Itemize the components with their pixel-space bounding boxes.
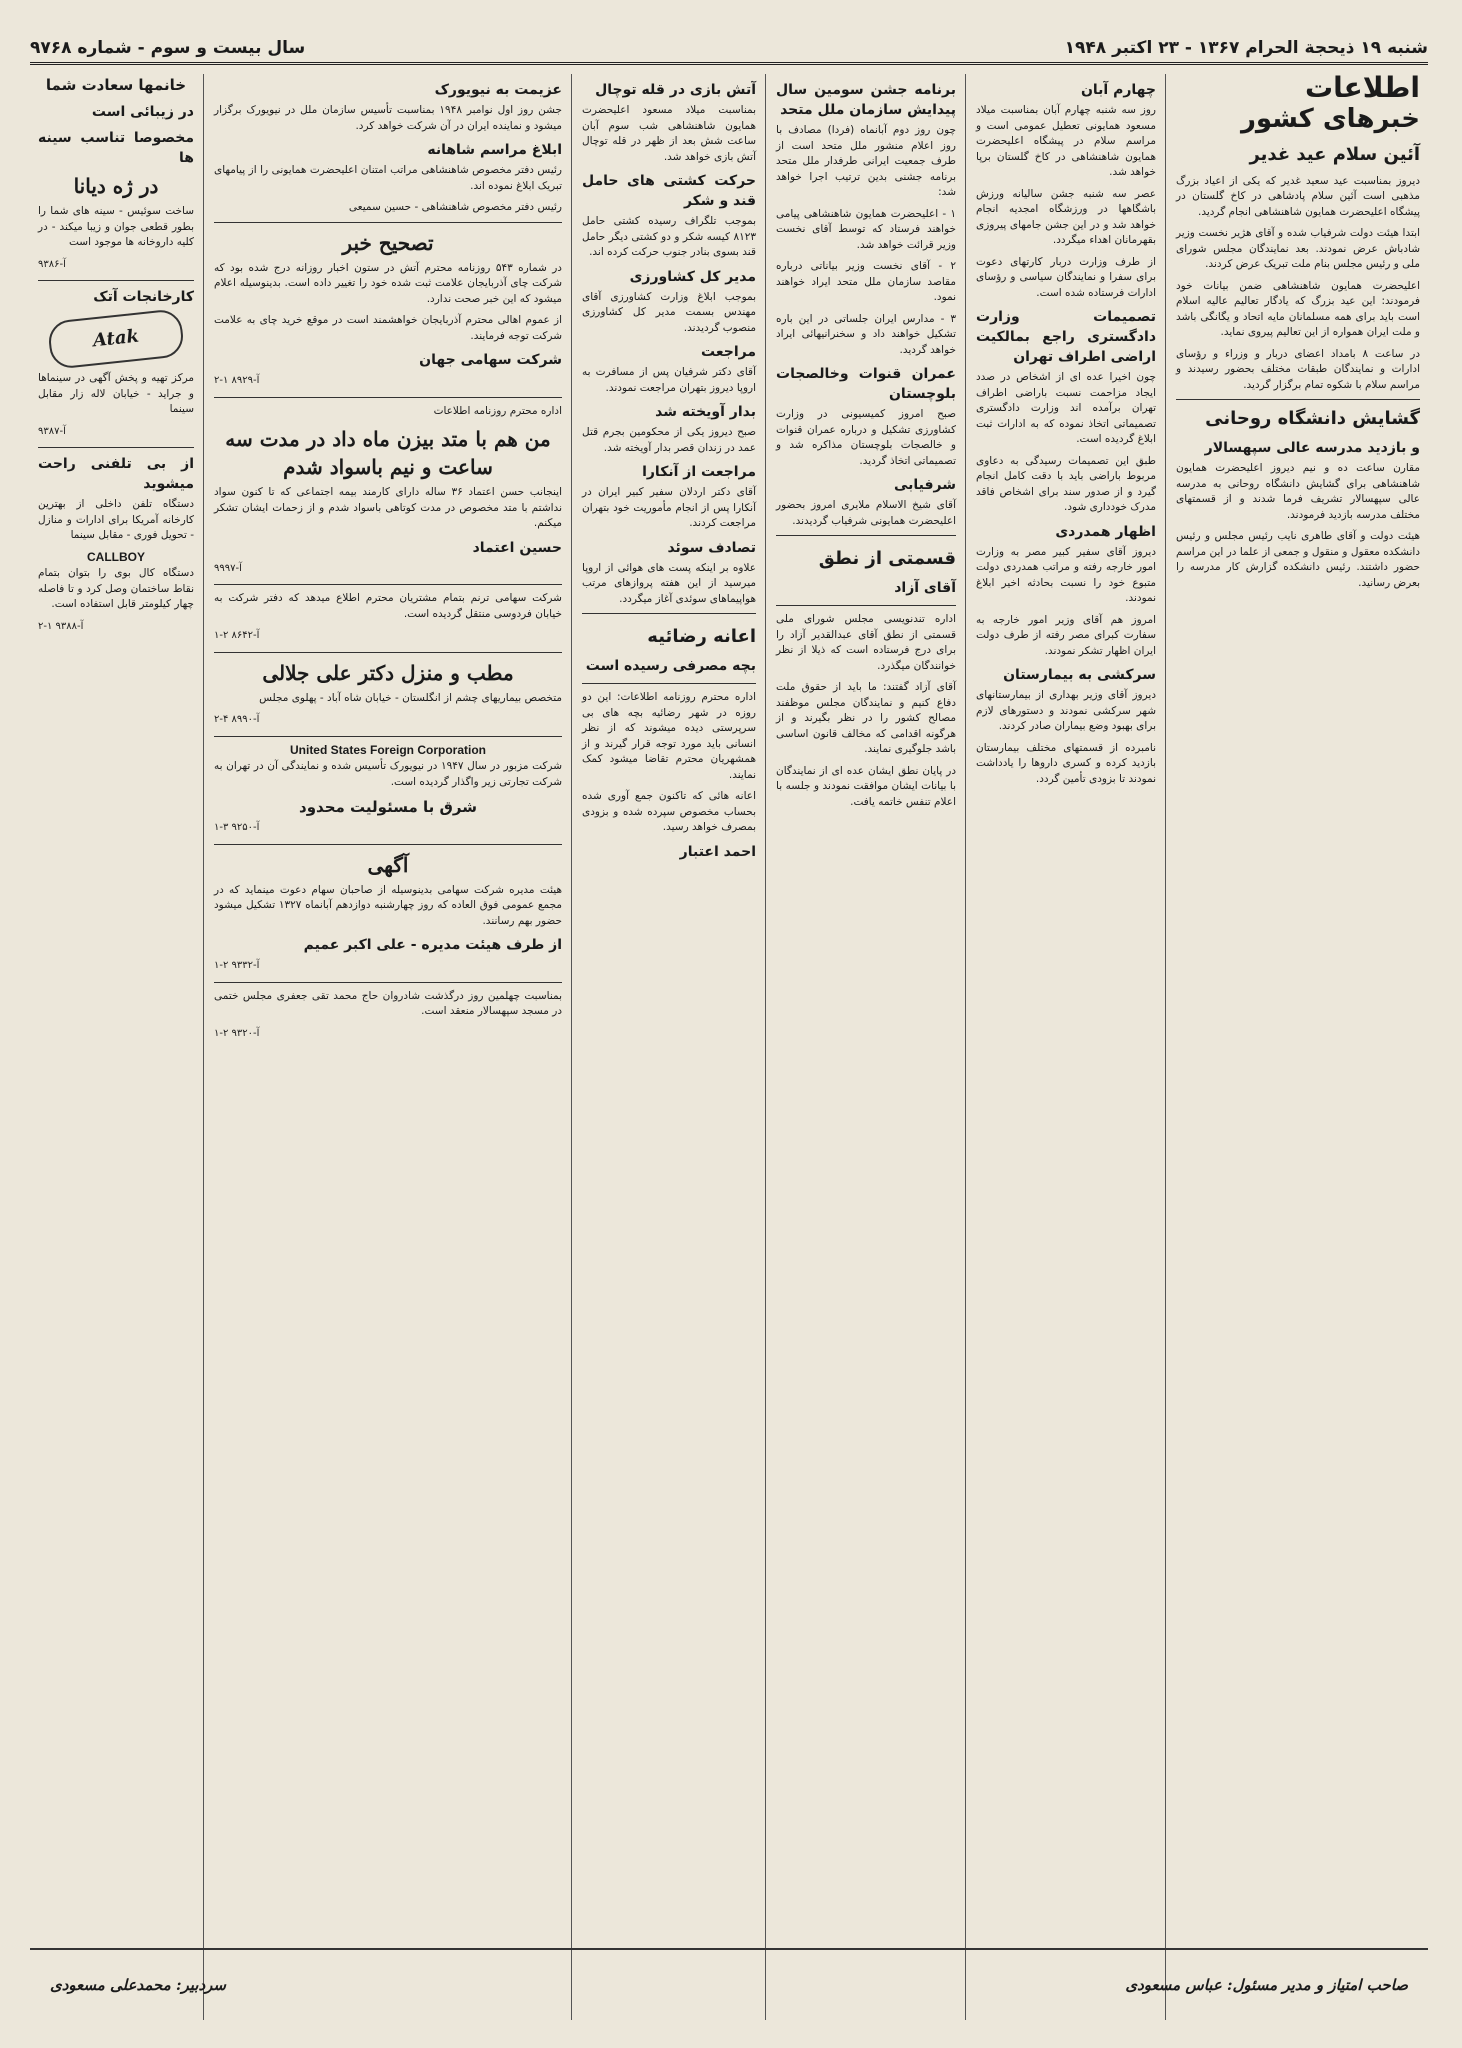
section-divider	[214, 397, 562, 398]
new-york-paragraph: جشن روز اول نوامبر ۱۹۴۸ بمناسبت تأسیس سازمان ملل در نیویورک برگزار میشود و نماینده ایران در آن شرکت خواهد کرد.	[214, 104, 562, 132]
usfc-ad-header	[214, 743, 562, 760]
column-1	[1168, 74, 1428, 2020]
justice-paragraph-1: چون اخیرا عده ای از اشخاص در صدد ایجاد مزاحمت نسبت باراضی اطراف تهران برآمده اند وزارت دادگستری تصمیماتی اتخاذ نموده که به ادارات ثبت ابلاغ گردیده است.	[976, 371, 1156, 445]
tarannom-ad-ref: آ-۸۶۴۲ ۲-۱	[214, 630, 260, 641]
un-paragraph-1: چون روز دوم آبانماه (فردا) مصادف با روز اعلام منشور ملل متحد است از طرف جمعیت ایرانی طرفدار ملل متحد برنامه جشنی بدین ترتیب اجرا خواهد شد:	[776, 124, 956, 198]
rezaiyeh-subheadline: بچه مصرفی رسیده است	[585, 658, 756, 674]
audience-headline: شرفیابی	[893, 477, 956, 493]
seminary-paragraph-1: مقارن ساعت ده و نیم دیروز اعلیحضرت همایون شاهنشاهی برای گشایش دانشگاه روحانی به مدرسه عالی سپهسالار تشریف فرما شدند و از قسمتهای مختلف مدرسه بازدید فرمودند.	[1176, 462, 1420, 521]
ghadir-paragraph-1: ابتدا هیئت دولت شرفیاب شده و آقای هژیر نخست وزیر شادباش عرض نمودند. بعد نمایندگان مجلس شورای ملی و رئیس مجلس بنام ملت تبریک عرض کردند.	[1176, 227, 1420, 270]
atak-logo-caption: کارخانجات آتک	[93, 289, 194, 305]
return-headline: مراجعت	[701, 344, 756, 360]
issue-number: سال بیست و سوم - شماره ۹۷۶۸	[30, 38, 306, 58]
hospital-paragraph-1: دیروز آقای وزیر بهداری از بیمارستانهای شهر سرکشی نمودند و دستورهای لازم برای بهبود وضع بیماران صادر کردند.	[976, 689, 1156, 732]
seminary-subheadline: و بازدید مدرسه عالی سپهسالار	[1204, 440, 1420, 456]
aban-paragraph-1: روز سه شنبه چهارم آبان بمناسبت میلاد مسعود همایونی تعطیل عمومی است و مراسم سلام در پیشگاه اعلیحضرت همایون شاهنشاهی در کاخ گلستان برپا خواهد شد.	[976, 104, 1156, 178]
editor-credit: سردبیر: محمدعلی مسعودی	[50, 1976, 226, 1994]
column-5	[206, 74, 570, 2020]
aban-paragraph-3: از طرف وزارت دربار کارتهای دعوت برای سفرا و نمایندگان سیاسی و رؤسای ادارات فرستاده شده است.	[976, 255, 1156, 299]
atak-logo	[47, 308, 185, 370]
hospital-headline: سرکشی به بیمارستان	[1003, 667, 1156, 683]
agriculture-paragraph: بموجب ابلاغ وزارت کشاورزی آقای مهندس بسمت مدیر کل کشاورزی منصوب گردیدند.	[582, 290, 756, 334]
section-divider	[214, 844, 562, 845]
column-divider	[1176, 399, 1420, 400]
correction-signature: شرکت سهامی جهان	[419, 352, 562, 368]
diana-ad-headline: خانمها سعادت شما	[45, 76, 187, 94]
section-divider	[38, 447, 194, 448]
usfc-ad-ref: آ-۹۲۵۰ ۳-۱	[214, 822, 260, 833]
notice-ref: آ-۹۳۳۲ ۲-۱	[214, 960, 260, 971]
royal-message-signature: رئیس دفتر مخصوص شاهنشاهی - حسین سمیعی	[348, 201, 562, 213]
column-4	[574, 74, 764, 2020]
un-paragraph-3: ۲ - آقای نخست وزیر بیاناتی درباره مقاصد سازمان ملل متحد ایراد خواهند نمود.	[776, 260, 956, 303]
column-6	[30, 74, 202, 2020]
un-paragraph-4: ۳ - مدارس ایران جلساتی در این باره تشکیل خواهند داد و سخنرانیهائی ایراد خواهد گردید.	[776, 312, 956, 356]
memorial-paragraph: بمناسبت چهلمین روز درگذشت شادروان حاج محمد تقی جعفری مجلس ختمی در مسجد سپهسالار منعقد است.	[214, 989, 562, 1017]
speech-headline: قسمتی از نطق	[818, 548, 956, 569]
baluchistan-paragraph: صبح امروز کمیسیونی در وزارت کشاورزی تشکیل و درباره عمران قنوات و خالصجات بلوچستان مذاکره شد و تصمیماتی اتخاذ گردید.	[776, 408, 956, 467]
callboy-brand: CALLBOY	[87, 549, 145, 564]
correction-ref: آ-۸۹۲۹ ۱-۲	[214, 375, 260, 386]
un-paragraph-2: ۱ - اعلیحضرت همایون شاهنشاهی پیامی خواهند فرستاد که توسط آقای نخست وزیر قرائت خواهد شد.	[776, 207, 956, 251]
doctor-ad-headline: مطب و منزل دکتر علی جلالی	[262, 660, 514, 685]
notice-paragraph: هیئت مدیره شرکت سهامی بدینوسیله از صاحبان سهام دعوت مینماید که در مجمع عمومی فوق العاده که روز چهارشنبه دوازدهم آبانماه ۱۳۲۷ تشکیل میشود حضور بهم رسانند.	[214, 883, 562, 927]
atak-ad-paragraph: مرکز تهیه و پخش آگهی در سینماها و جراید - خیابان لاله زار مقابل سینما	[38, 372, 194, 415]
new-york-headline: عزیمت به نیویورک	[434, 82, 562, 98]
ankara-headline: مراجعت از آنکارا	[642, 464, 756, 480]
callboy-ad-paragraph-1: دستگاه تلفن داخلی از بهترین کارخانه آمریکا برای ادارات و منازل - تحویل فوری - مقابل سینما	[38, 498, 194, 541]
speech-subheadline: آقای آزاد	[894, 580, 956, 596]
rezaiyeh-signature: احمد اعتبار	[679, 843, 756, 860]
correction-paragraph-2: از عموم اهالی محترم آذربایجان خواهشمند است در موقع خرید چای به علامت شرکت توجه فرمایند.	[214, 314, 562, 342]
callboy-ad-headline: از بی تلفنی راحت میشوید	[38, 456, 194, 492]
diana-ad-midline: مخصوصا تناسب سینه ها	[38, 130, 194, 166]
literacy-ad-paragraph: اینجانب حسن اعتماد ۳۶ ساله دارای کارمند بیمه اجتماعی که تا کنون سواد نداشتم با متد مخصوص در مدت کوتاهی باسواد شدم و از زحمات ایشان تشکر میکنم.	[214, 486, 562, 529]
section-divider	[214, 652, 562, 653]
audience-paragraph: آقای شیخ الاسلام ملایری امروز بحضور اعلیحضرت همایونی شرفیاب گردیدند.	[776, 499, 956, 527]
diana-ad-paragraph: ساخت سوئیس - سینه های شما را بطور قطعی جوان و زیبا میکند - در کلیه داروخانه ها موجود است	[38, 205, 194, 248]
usfc-ad-paragraph: شرکت مزبور در سال ۱۹۴۷ در نیویورک تأسیس شده و نمایندگی آن در تهران به شرکت تجارتی زیر واگذار گردیده است.	[214, 760, 562, 788]
doctor-ad-paragraph: متخصص بیماریهای چشم از انگلستان - خیابان شاه آباد - پهلوی مجلس	[259, 691, 562, 704]
sugar-ships-headline: حرکت کشتی های حامل قند و شکر	[582, 173, 756, 209]
ghadir-paragraph-3: در ساعت ۸ بامداد اعضای دربار و وزراء و رؤسای ادارات و نمایندگان طبقات مختلف بحضور رسیدند و مراسم سلام با شکوه تمام برگزار گردید.	[1176, 347, 1420, 391]
agriculture-headline: مدیر کل کشاورزی	[629, 268, 756, 285]
speech-paragraph-3: در پایان نطق ایشان عده ای از نمایندگان با بیانات ایشان موافقت نمودند و جلسه با اعلام تنفس خاتمه یافت.	[776, 764, 956, 808]
ankara-paragraph: آقای دکتر اردلان سفیر کبیر ایران در آنکارا پس از انجام مأموریت خود بتهران مراجعت کردند.	[582, 486, 756, 529]
seminary-headline: گشایش دانشگاه روحانی	[1205, 408, 1420, 429]
fireworks-headline: آتش بازی در قله توچال	[595, 82, 756, 98]
usfc-company-name: United States Foreign Corporation	[289, 742, 486, 757]
tarannom-ad-paragraph: شرکت سهامی ترنم بتمام مشتریان محترم اطلاع میدهد که دفتر شرکت به خیابان فردوسی منتقل گردیده است.	[214, 592, 562, 620]
section-divider	[214, 982, 562, 983]
diana-ad-ref: آ-۹۳۸۶	[38, 258, 66, 270]
ghadir-paragraph-2: اعلیحضرت همایون شاهنشاهی ضمن بیانات خود فرمودند: این عید بزرگ که یادگار تعالیم عالیه اسلام است باید برای همه مسلمانان مایه اتحاد و یگانگی باشد و ملت ایران همواره از این تعالیم پیروی نماید.	[1176, 279, 1420, 338]
column-rule	[1165, 74, 1166, 2020]
column-3	[768, 74, 964, 2020]
rezaiyeh-headline: اعانه رضائیه	[647, 626, 756, 647]
callboy-ad-ref: آ-۹۳۸۸ ۱-۲	[38, 620, 84, 632]
date-bar	[30, 28, 1428, 65]
column-rule	[965, 74, 966, 2020]
issue-date: شنبه ۱۹ ذیحجة الحرام ۱۳۶۷ - ۲۳ اکتبر ۱۹۴۸	[1064, 38, 1428, 58]
sweden-headline: تصادف سوئد	[667, 539, 756, 556]
section-divider	[214, 736, 562, 737]
rezaiyeh-box	[582, 613, 756, 684]
return-paragraph: آقای دکتر شرفیان پس از مسافرت به اروپا دیروز بتهران مراجعت نمودند.	[582, 366, 756, 394]
atak-ad-ref: آ-۹۳۸۷	[38, 425, 66, 437]
sugar-ships-paragraph: بموجب تلگراف رسیده کشتی حامل ۸۱۲۳ کیسه شکر و دو کشتی دیگر حامل قند بسوی بنادر جنوب حرکت کرده اند.	[582, 215, 756, 258]
column-rule	[571, 74, 572, 2020]
correction-paragraph-1: در شماره ۵۴۳ روزنامه محترم آتش در ستون اخبار روزانه درج شده بود که شرکت چای آذربایجان علامت ثبت شده خود را تغییر داده است. بدینوسیله اعلام میشود که این خبر صحت ندارد.	[214, 261, 562, 305]
hospital-paragraph-2: نامبرده از قسمتهای مختلف بیمارستان بازدید کرده و کسری داروها را یادداشت نمودند تا بزودی تأمین گردد.	[976, 741, 1156, 785]
speech-box	[776, 535, 956, 606]
literacy-ad-signature: حسین اعتماد	[472, 539, 562, 556]
royal-message-headline: ابلاغ مراسم شاهانه	[427, 142, 562, 158]
sympathy-headline: اظهار همدردی	[1055, 523, 1156, 540]
un-headline: برنامه جشن سومین سال پیدایش سازمان ملل متحد	[776, 82, 956, 118]
ghadir-headline: آئین سلام عید غدیر	[1249, 143, 1420, 165]
page-footer	[30, 1948, 1428, 2020]
aban-paragraph-2: عصر سه شنبه جشن سالیانه ورزش باشگاهها در ورزشگاه امجدیه انجام خواهد شد و در این جشن جامهای پیروزی بقهرمانان اهداء میگردد.	[976, 187, 1156, 246]
speech-paragraph-1: اداره تندنویسی مجلس شورای ملی قسمتی از نطق آقای عبدالقدیر آزاد را برای درج فرستاده است که ذیلا از نظر خوانندگان میگذرد.	[776, 613, 956, 672]
fireworks-paragraph: بمناسبت میلاد مسعود اعلیحضرت همایون شاهنشاهی شب سوم آبان ساعت شش بعد از ظهر در قله توچال آتش بازی خواهد شد.	[582, 104, 756, 163]
diana-ad-subheadline: در زیبائی است	[91, 104, 194, 120]
literacy-ad-headline: من هم با متد بیزن ماه داد در مدت سه ساعت و نیم باسواد شدم	[225, 427, 551, 479]
seminary-paragraph-2: هیئت دولت و آقای طاهری نایب رئیس مجلس و رئیس دانشکده معقول و منقول و جمعی از علما در این مراسم حضور داشتند. رئیس دانشکده گزارش کار مدرسه را بعرض رسانید.	[1176, 530, 1420, 589]
atak-logo-text: Atak	[91, 325, 141, 352]
diana-ad-product: در ژه دیانا	[73, 174, 159, 198]
callboy-ad-paragraph-2: دستگاه کال بوی را بتوان بتمام نقاط ساختمان وصل کرد و تا فاصله چهار کیلومتر قابل استفاده است.	[38, 567, 194, 610]
column-2	[968, 74, 1164, 2020]
main-headline: خبرهای کشور	[1240, 103, 1420, 134]
justice-paragraph-2: طبق این تصمیمات رسیدگی به دعاوی مربوط باراضی باید با دقت کامل انجام گیرد و از صدور سند برای اشخاص فاقد مدرک خودداری شود.	[976, 454, 1156, 513]
sweden-paragraph: علاوه بر اینکه پست های هوائی از اروپا میرسید از این هفته پروازهای مرتب هواپیماهای سوئدی آغاز میگردد.	[582, 561, 756, 605]
justice-headline: تصمیمات وزارت دادگستری راجع بمالکیت اراضی اطراف تهران	[976, 309, 1156, 365]
doctor-ad-ref: آ-۸۹۹۰ ۴-۲	[214, 714, 260, 725]
rezaiyeh-paragraph-2: اعانه هائی که تاکنون جمع آوری شده بحساب مخصوص سپرده شده و بزودی بمصرف خواهد رسید.	[582, 790, 756, 833]
memorial-ref: آ-۹۳۲۰ ۲-۱	[214, 1027, 260, 1039]
sympathy-paragraph-1: دیروز آقای سفیر کبیر مصر به وزارت امور خارجه رفته و مراتب همدردی دولت متبوع خود را نسبت بحادثه اخیر ابلاغ نمودند.	[976, 545, 1156, 604]
correction-headline: تصحیح خبر	[342, 230, 434, 255]
column-rule	[203, 74, 204, 2020]
callboy-brand-row	[38, 550, 194, 567]
baluchistan-headline: عمران قنوات وخالصجات بلوچستان	[776, 366, 956, 402]
sympathy-paragraph-2: امروز هم آقای وزیر امور خارجه به سفارت کبرای مصر رفته از طرف دولت ایران اظهار تشکر نمودند.	[976, 613, 1156, 657]
ghadir-intro: دیروز بمناسبت عید سعید غدیر که یکی از اعیاد بزرگ مذهبی است آئین سلام پادشاهی در کاخ گلستان در پیشگاه اعلیحضرت همایون شاهنشاهی انجام گردید.	[1176, 174, 1420, 218]
section-divider	[214, 222, 562, 223]
column-rule	[765, 74, 766, 2020]
article-grid	[30, 74, 1428, 2020]
aban-headline: چهارم آبان	[1080, 82, 1156, 98]
literacy-ad-ref: آ-۹۹۹۷	[214, 562, 242, 574]
notice-headline: آگهی	[367, 852, 409, 877]
speech-paragraph-2: آقای آزاد گفتند: ما باید از حقوق ملت دفاع کنیم و نمایندگان مجلس موظفند مصالح کشور را در نظر بگیرند و از هرگونه اقدامی که مخالف قانون اساسی باشد جلوگیری نمایند.	[776, 681, 956, 755]
usfc-ad-headline: شرق با مسئولیت محدود	[299, 798, 477, 816]
rezaiyeh-paragraph-1: اداره محترم روزنامه اطلاعات: این دو روزه در شهر رضائیه بچه های بی سرپرستی دیده میشوند که از نظر انسانی باید مورد توجه قرار گیرند و از همشهریان محترم تقاضا میشود کمک نمایند.	[582, 691, 756, 781]
section-divider	[38, 280, 194, 281]
literacy-ad-top: اداره محترم روزنامه اطلاعات	[433, 404, 562, 417]
execution-headline: بدار آویخته شد	[655, 404, 756, 420]
royal-message-paragraph: رئیس دفتر مخصوص شاهنشاهی مراتب امتنان اعلیحضرت همایونی را از پیامهای تبریک ابلاغ نموده اند.	[214, 164, 562, 192]
owner-credit: صاحب امتیاز و مدیر مسئول: عباس مسعودی	[1125, 1976, 1408, 1994]
notice-signature: از طرف هیئت مدیره - علی اکبر عمیم	[303, 937, 562, 953]
execution-paragraph: صبح دیروز یکی از محکومین بجرم قتل عمد در زندان قصر بدار آویخته شد.	[582, 426, 756, 454]
section-divider	[214, 584, 562, 585]
newspaper-masthead: اطلاعات	[1304, 74, 1420, 104]
